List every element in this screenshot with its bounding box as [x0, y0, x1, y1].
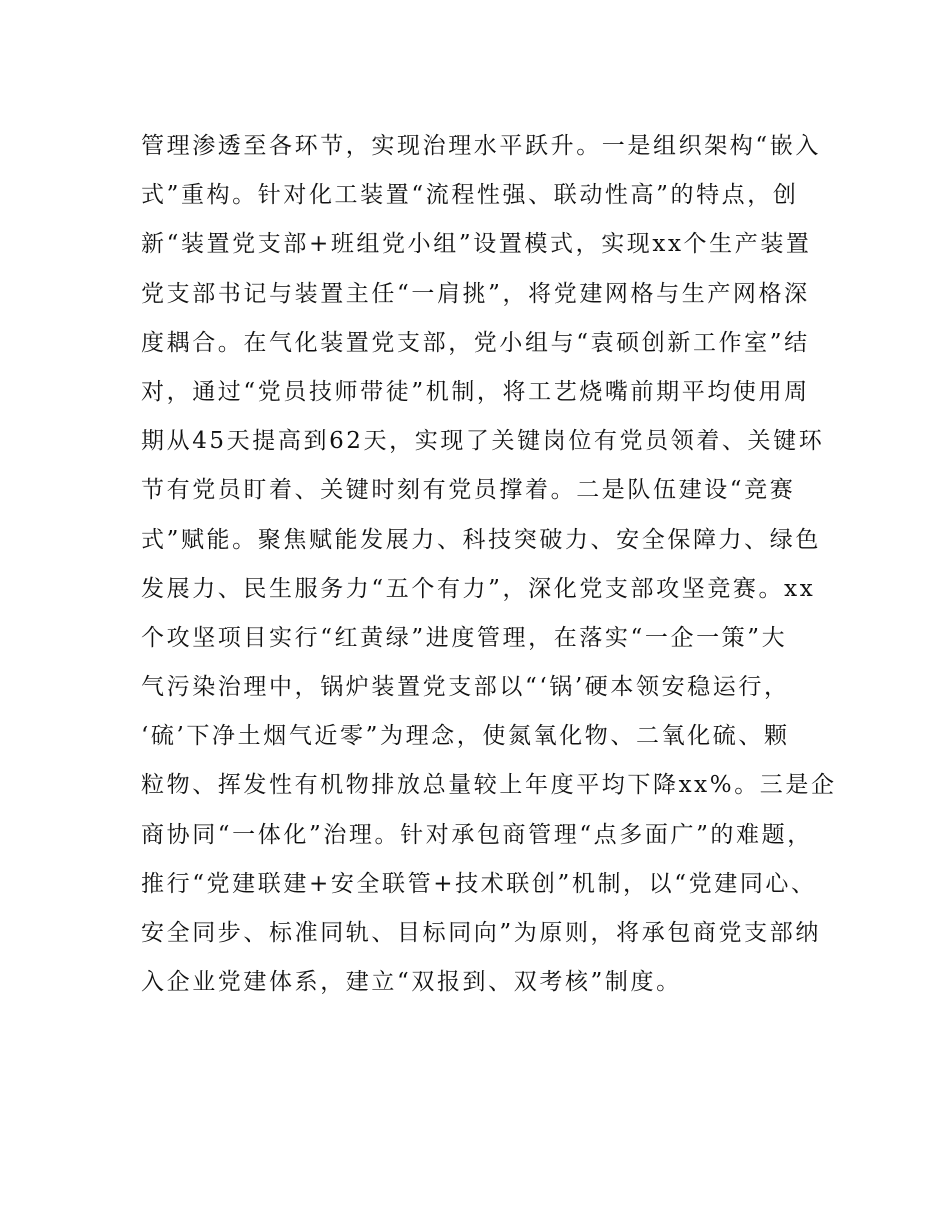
text-line: ‘硫’下净土烟气近零”为理念，使氮氧化物、二氧化硫、颗 [141, 723, 790, 750]
text-line: 节有党员盯着、关键时刻有党员撑着。二是队伍建设“竞赛 [141, 477, 796, 504]
text-line: 党支部书记与装置主任“一肩挑”，将党建网格与生产网格深 [141, 280, 810, 307]
text-line: 个攻坚项目实行“红黄绿”进度管理，在落实“一企一策”大 [141, 624, 788, 651]
text-line: 期从45天提高到62天，实现了关键岗位有党员领着、关键环 [141, 428, 825, 455]
text-line: 管理渗透至各环节，实现治理水平跃升。一是组织架构“嵌入 [141, 133, 821, 159]
text-line: 度耦合。在气化装置党支部，党小组与“袁硕创新工作室”结 [141, 329, 810, 356]
text-line: 新“装置党支部+班组党小组”设置模式，实现xx个生产装置 [141, 231, 812, 258]
body-text [141, 122, 837, 1007]
text-line: 对，通过“党员技师带徒”机制，将工艺烧嘴前期平均使用周 [141, 378, 810, 405]
text-line: 粒物、挥发性有机物排放总量较上年度平均下降xx%。三是企 [141, 772, 837, 799]
text-line: 入企业党建体系，建立“双报到、双考核”制度。 [141, 969, 682, 996]
text-line: 商协同“一体化”治理。针对承包商管理“点多面广”的难题， [141, 821, 813, 848]
text-line: 式”赋能。聚焦赋能发展力、科技突破力、安全保障力、绿色 [141, 526, 821, 553]
text-line: 式”重构。针对化工装置“流程性强、联动性高”的特点，创 [141, 182, 799, 209]
text-line: 发展力、民生服务力“五个有力”，深化党支部攻坚竞赛。xx [141, 575, 816, 602]
text-line: 推行“党建联建+安全联管+技术联创”机制，以“党建同心、 [141, 870, 817, 897]
text-line: 气污染治理中，锅炉装置党支部以“‘锅’硬本领安稳运行， [141, 674, 790, 701]
text-line: 安全同步、标准同轨、目标同向”为原则，将承包商党支部纳 [141, 920, 821, 946]
